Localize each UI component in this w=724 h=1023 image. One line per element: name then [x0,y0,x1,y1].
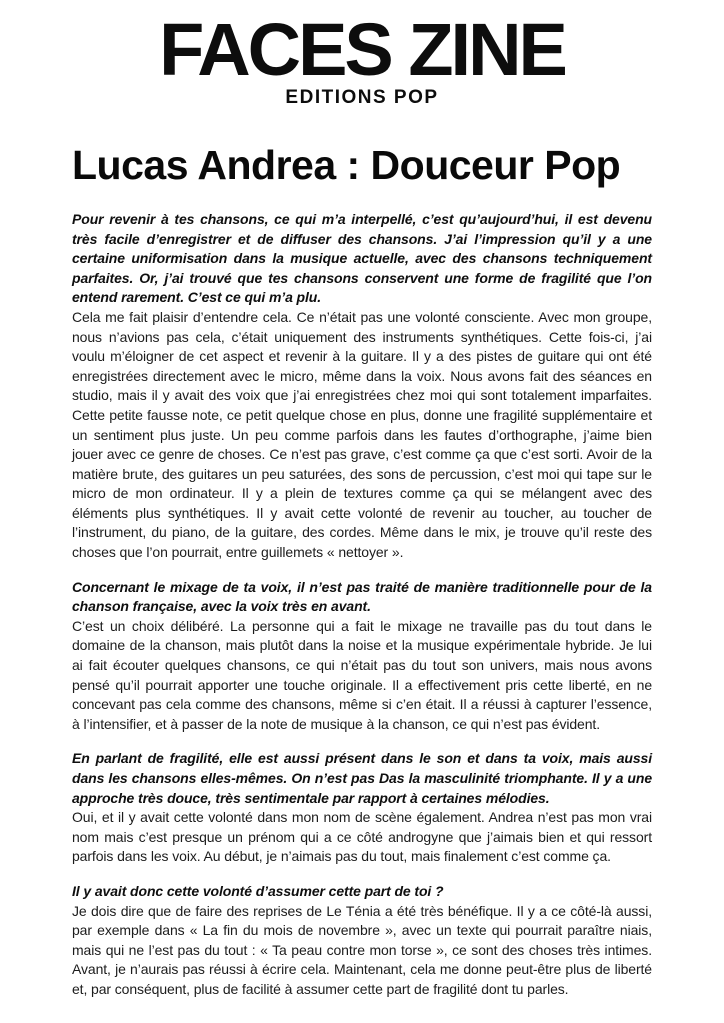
answer-paragraph: Cela me fait plaisir d’entendre cela. Ce n’était pas une volonté consciente. Avec mon groupe, nous n’avions pas cela, c’était uniquement des instruments synthétiques. Cette fois-ci, j’ai voulu m’éloigner de cet aspect et revenir à la guitare. Il y a des pistes de guitare qui ont été enregistrées directement avec le micro, même dans la voix. Nous avons fait des séances en studio, mais il y avait des voix que j’ai enregistrées chez moi qui sont totalement imparfaites. Cette petite fausse note, ce petit quelque chose en plus, donne une fragilité supplémentaire et un sentiment plus juste. Un peu comme parfois dans les fautes d’orthographe, j’aime bien jouer avec ce genre de choses. Ce n’est pas grave, c’est comme ça que c’est sorti. Avoir de la matière brute, des guitares un peu saturées, des sons de percussion, c’est moi qui tape sur le micro de mon ordinateur. Il y a plein de textures comme ça qui se mélangent avec des éléments plus synthétiques. Il y avait cette volonté de revenir au toucher, au toucher de l’instrument, du piano, de la guitare, des cordes. Même dans le mix, je trouve qu’il reste des choses que l’on pourrait, entre guillemets « nettoyer ». [72,308,652,561]
masthead-title: FACES ZINE [159,8,565,91]
answer-paragraph: Je dois dire que de faire des reprises de Le Ténia a été très bénéfique. Il y a ce côté-là aussi, par exemple dans « La fin du mois de novembre », avec un texte qui pourrait paraître niais, mais qui ne l’est pas du tout : « Ta peau contre mon torse », ce sont des choses très intimes. Avant, je n’aurais pas réussi à écrire cela. Maintenant, cela me donne peut-être plus de liberté et, par conséquent, plus de facilité à assumer cette part de fragilité dont tu parles. [72,902,652,997]
masthead [0,0,724,109]
question-paragraph: Il y avait donc cette volonté d’assumer cette part de toi ? [72,882,444,899]
answer-paragraph: Oui, et il y avait cette volonté dans mon nom de scène également. Andrea n’est pas mon vrai nom mais c’est presque un prénom qui a ce côté androgyne que j’aimais bien et qui ressort parfois dans les voix. Au début, je n’aimais pas du tout, mais finalement c’est comme ça. [72,809,652,865]
article-body [72,210,652,1000]
question-paragraph: En parlant de fragilité, elle est aussi présent dans le son et dans ta voix, mais aussi dans les chansons elles-mêmes. On n’est pas Das la masculinité triomphante. Il y a une approche très douce, très sentimentale par rapport à certaines mélodies. [72,750,652,806]
answer-paragraph: C’est un choix délibéré. La personne qui a fait le mixage ne travaille pas du tout dans le domaine de la chanson, mais plutôt dans la noise et la musique expérimentale hybride. Je lui ai fait écouter quelques chansons, ce qui n’était pas du tout son univers, mais nous avons pensé qu’il pourrait apporter une touche originale. Il a effectivement pris cette liberté, en ne concevant pas cela comme des chansons, même si c’en était. Il a réussi à capturer l’essence, à l’intensifier, et à passer de la note de musique à la chanson, ce qui n’est pas évident. [72,617,652,732]
article-headline: Lucas Andrea : Douceur Pop [72,142,621,189]
masthead-subtitle: EDITIONS POP [285,87,439,109]
question-paragraph: Pour revenir à tes chansons, ce qui m’a interpellé, c’est qu’aujourd’hui, il est devenu très facile d’enregistrer et de diffuser des chansons. J’ai l’impression qu’il y a une certaine uniformisation dans la musique actuelle, avec des chansons techniquement parfaites. Or, j’ai trouvé que tes chansons conservent une forme de fragilité que l’on entend rarement. C’est ce qui m’a plu. [72,210,652,306]
question-paragraph: Concernant le mixage de ta voix, il n’est pas traité de manière traditionnelle pour de la chanson française, avec la voix très en avant. [72,578,652,615]
article [72,143,652,999]
